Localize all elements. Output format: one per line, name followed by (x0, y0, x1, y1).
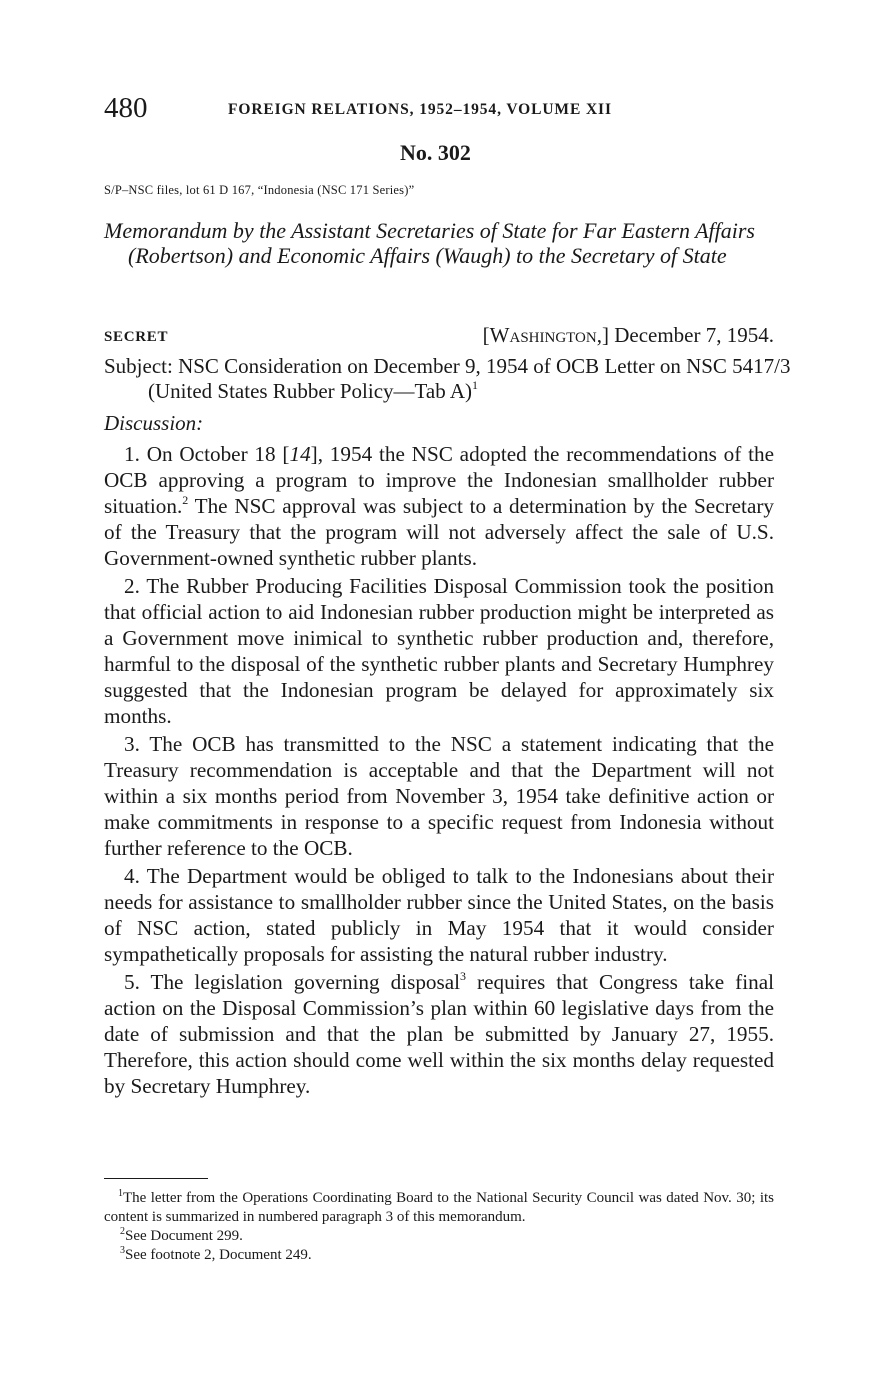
date: December 7, 1954. (608, 323, 774, 347)
footnote-text: See Document 299. (125, 1228, 243, 1244)
running-title: FOREIGN RELATIONS, 1952–1954, VOLUME XII (228, 101, 612, 118)
paragraph-1-italic-date: 14 (289, 442, 311, 466)
running-head (104, 92, 774, 124)
subject-line (104, 354, 818, 404)
paragraph-1-part-a: 1. On October 18 [ (124, 442, 290, 466)
paragraph-1-part-c: The NSC approval was subject to a determination by the Secretary of the Treasury that the program will not adversely affect the sale of U.S. Government-owned synthetic rubber plants. (104, 494, 774, 570)
footnote-ref-2[interactable]: 2 (182, 493, 189, 507)
place-name: Washington (489, 323, 597, 347)
footnote-text: See footnote 2, Document 249. (125, 1247, 312, 1263)
classification-row (104, 323, 774, 349)
paragraph-5-part-b: requires that Congress take final action on the Disposal Commission’s plan within 60 legislative days from the date of submission and that the plan be submitted by January 27, 1955. Therefore, this action should come well within the six months delay requested by Secretary Humphrey. (104, 970, 774, 1098)
paragraph-5-part-a: 5. The legislation governing disposal (124, 970, 461, 994)
paragraph-5 (104, 969, 774, 1099)
paragraph-4: 4. The Department would be obliged to talk to the Indonesians about their needs for assistance to smallholder rubber since the United States, on the basis of NSC action, stated publicly in May 1954 that it would consider sympathetically proposals for assisting the natural rubber industry. (104, 864, 774, 966)
footnote-marker: 1 (118, 1188, 123, 1199)
footnote-marker: 3 (120, 1245, 125, 1256)
footnotes (104, 1189, 774, 1265)
footnote-marker: 2 (120, 1226, 125, 1237)
place-date (483, 323, 774, 348)
footnote-2 (104, 1227, 774, 1246)
paragraph-1 (104, 441, 774, 571)
footnote-ref-3[interactable]: 3 (460, 969, 467, 983)
footnote-ref-1[interactable]: 1 (471, 378, 478, 392)
body-text (104, 441, 774, 1101)
footnote-text: The letter from the Operations Coordinating Board to the National Security Council was dated Nov. 30; its content is summarized in numbered paragraph 3 of this memorandum. (104, 1190, 774, 1225)
paragraph-1-part-b: ], 1954 the NSC adopted the recommendations of the OCB approving a program to improve the Indonesian smallholder rubber situation. (104, 442, 774, 518)
footnote-1 (104, 1189, 774, 1227)
source-note: S/P–NSC files, lot 61 D 167, “Indonesia (NSC 171 Series)” (104, 183, 415, 197)
footnote-3 (104, 1246, 774, 1265)
document-number: No. 302 (400, 140, 471, 165)
place-close-bracket: ,] (596, 323, 609, 347)
footnote-divider (104, 1178, 208, 1179)
place-open-bracket: [ (482, 323, 490, 347)
classification-label: SECRET (104, 329, 169, 345)
discussion-heading: Discussion: (104, 411, 204, 435)
subject-text: Subject: NSC Consideration on December 9, 1954 of OCB Letter on NSC 5417/3 (United States Rubber Policy—Tab A) (104, 354, 791, 403)
paragraph-2: 2. The Rubber Producing Facilities Disposal Commission took the position that official action to aid Indonesian rubber production might be interpreted as a Government move inimical to synthetic rubber production and, therefore, harmful to the disposal of the synthetic rubber plants and Secretary Humphrey suggested that the Indonesian program be delayed for approximately six months. (104, 574, 774, 728)
paragraph-3: 3. The OCB has transmitted to the NSC a statement indicating that the Treasury recommendation is acceptable and that the Department will not within a six months period from November 3, 1954 take definitive action or make commitments in response to a specific request from Indonesia without further reference to the OCB. (104, 732, 774, 860)
page-number: 480 (104, 92, 148, 124)
document-title: Memorandum by the Assistant Secretaries of State for Far Eastern Affairs (Robertson) and Economic Affairs (Waugh) to the Secretary of State (104, 218, 755, 268)
